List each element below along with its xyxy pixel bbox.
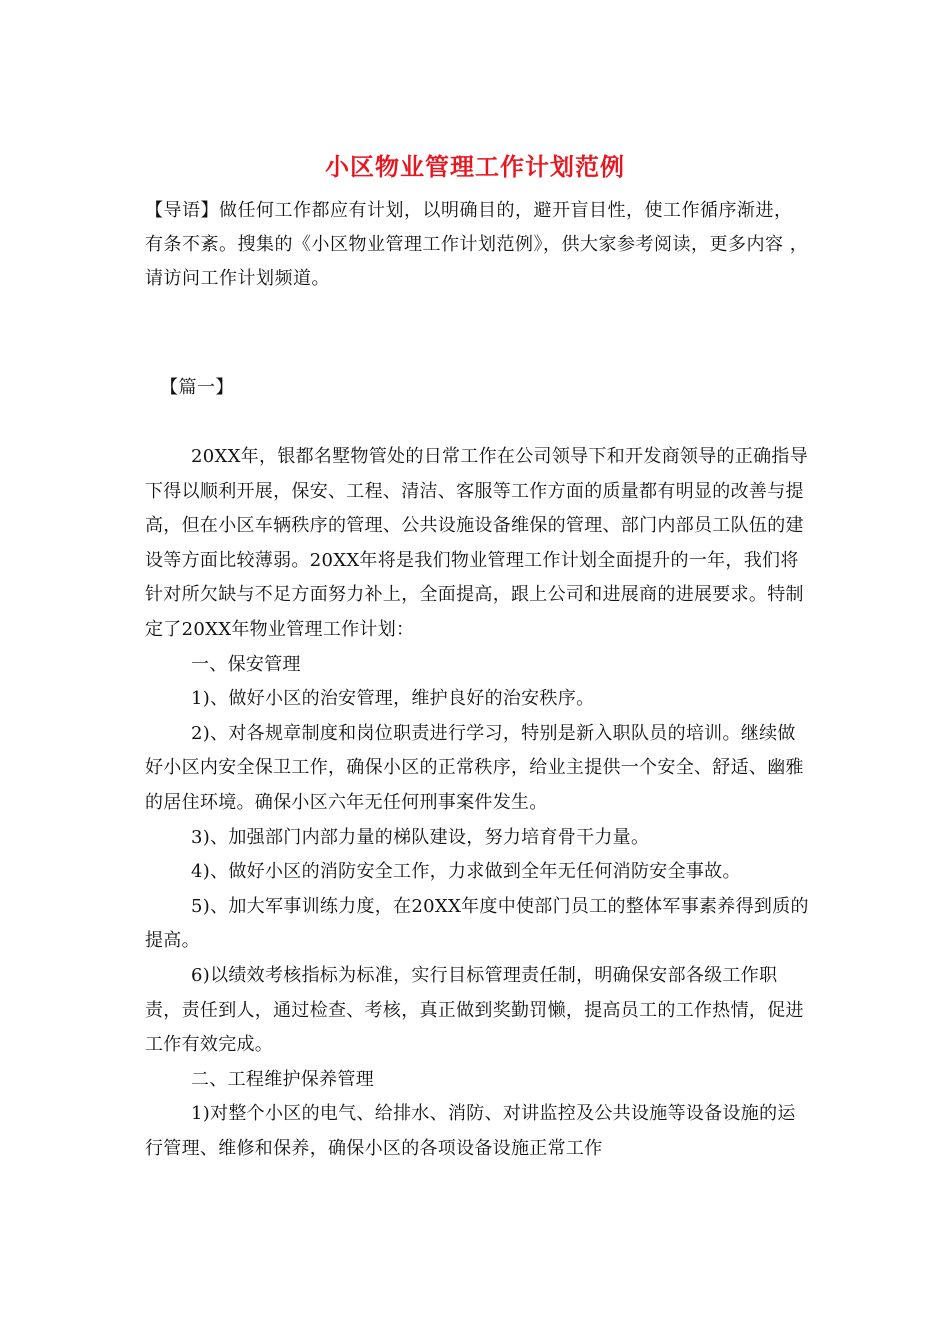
- body-paragraph: 20XX年，银都名墅物管处的日常工作在公司领导下和开发商领导的正确指导下得以顺利开展，保安、工程、清洁、客服等工作方面的质量都有明显的改善与提高，但在小区车辆秩序的管理、公共设施设备维保的管理、部门内部员工队伍的建设等方面比较薄弱。20XX年将是我们物业管理工作计划全面提升的一年，我们将针对所欠缺与不足方面努力补上，全面提高，跟上公司和进展商的进展要求。特制定了20XX年物业管理工作计划：: [145, 446, 809, 640]
- body-paragraph: 一、保安管理: [191, 653, 301, 675]
- body-paragraph: 4)、做好小区的消防安全工作，力求做到全年无任何消防安全事故。: [191, 861, 741, 883]
- body-paragraph: 3)、加强部门内部力量的梯队建设，努力培育骨干力量。: [191, 826, 650, 848]
- body-paragraph: 5)、加大军事训练力度，在20XX年度中使部门员工的整体军事素养得到质的提高。: [145, 895, 809, 952]
- body-paragraph: 2)、对各规章制度和岗位职责进行学习，特别是新入职队员的培训。继续做好小区内安全保卫工作，确保小区的正常秩序，给业主提供一个安全、舒适、幽雅的居住环境。确保小区六年无任何刑事案件发生。: [145, 722, 804, 813]
- lead-paragraph: 【导语】做任何工作都应有计划，以明确目的，避开盲目性，使工作循序渐进，有条不紊。搜集的《小区物业管理工作计划范例》，供大家参考阅读，更多内容 ，请访问工作计划频道。: [145, 200, 809, 289]
- document-body: [145, 440, 810, 1166]
- body-paragraph: 1)、做好小区的治安管理，维护良好的治安秩序。: [191, 688, 595, 710]
- body-paragraph: 二、工程维护保养管理: [191, 1068, 374, 1090]
- document-title: 小区物业管理工作计划范例: [325, 152, 625, 181]
- body-paragraph: 1)对整个小区的电气、给排水、消防、对讲监控及公共设施等设备设施的运行管理、维修和保养，确保小区的各项设备设施正常工作: [145, 1103, 796, 1159]
- section-heading: 【篇一】: [160, 377, 234, 398]
- body-paragraph: 6)以绩效考核指标为标准，实行目标管理责任制，明确保安部各级工作职责，责任到人，通过检查、考核，真正做到奖勤罚懒，提高员工的工作热情，促进工作有效完成。: [145, 964, 804, 1056]
